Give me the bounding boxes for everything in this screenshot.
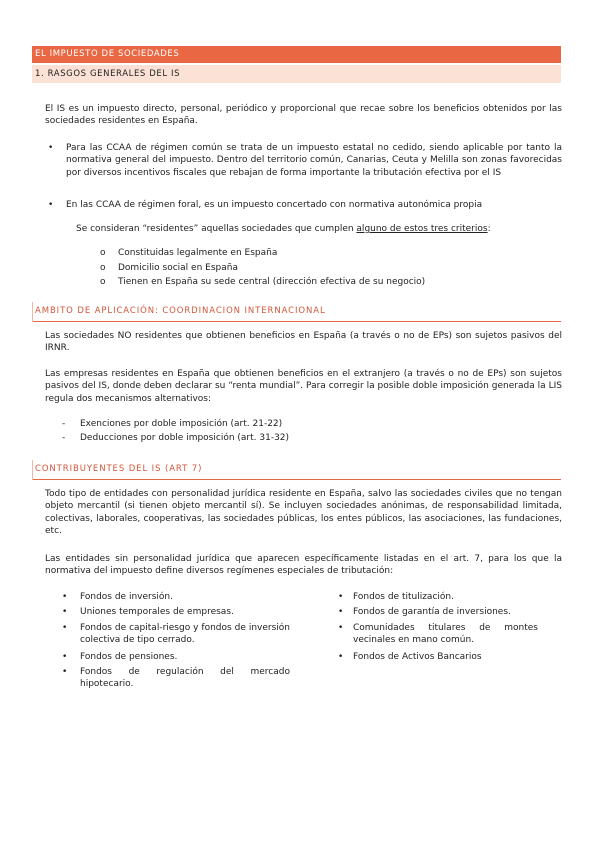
list-item-text: Fondos de pensiones.: [80, 652, 178, 662]
section-title: AMBITO DE APLICACIÓN: COORDINACION INTERNACIONAL: [35, 306, 326, 316]
subtitle: 1. RASGOS GENERALES DEL IS: [35, 69, 181, 79]
subtitle-banner: [32, 65, 561, 83]
circle-marker: o: [100, 277, 106, 287]
bullet-marker: •: [62, 667, 68, 677]
list-item-text: Tienen en España su sede central (dirección efectiva de su negocio): [118, 277, 426, 287]
bullet-marker: •: [48, 143, 54, 153]
residentes-text: Se consideran “residentes” aquellas sociedades que cumplen: [76, 224, 357, 234]
section-heading-contribuyentes: [32, 464, 561, 480]
ambito-paragraph-1: Las sociedades NO residentes que obtienen beneficios en España (a través o no de EPs) son sujetos pasivos del IRNR.: [45, 331, 562, 354]
dash-marker: -: [62, 433, 66, 443]
list-item-text: Domicilio social en España: [118, 263, 238, 273]
contribuyentes-paragraph-1: Todo tipo de entidades con personalidad jurídica residente en España, salvo las sociedades civiles que no tengan objeto mercantil (si tienen objeto mercantil sí). Se incluyen sociedades anónimas, de responsabilidad limitada, colectivas, laborales, cooperativas, las sociedades públicas, los entes públicos, las asociaciones, las fundaciones, etc.: [45, 489, 562, 537]
bullet-marker: •: [338, 623, 344, 633]
list-item-text: Fondos de titulización.: [353, 592, 454, 602]
main-title-banner: [32, 46, 561, 63]
bullet-marker: •: [62, 592, 68, 602]
bullet-marker: •: [62, 652, 68, 662]
list-item-text: Deducciones por doble imposición (art. 31-32): [80, 433, 290, 443]
circle-marker: o: [100, 263, 106, 273]
residentes-paragraph: Se consideran “residentes” aquellas sociedades que cumplen alguno de estos tres criterios:: [76, 224, 491, 234]
dash-marker: -: [62, 419, 66, 429]
list-item-text: Para las CCAA de régimen común se trata de un impuesto estatal no cedido, siendo aplicable por tanto la normativa general del impuesto. Dentro del territorio común, Canarias, Ceuta y Melilla son zonas favorecidas por diversos incentivos fiscales que rebajan de forma importante la tributación efectiva por el IS: [66, 143, 562, 178]
bullet-marker: •: [62, 623, 68, 633]
list-item-text: Fondos de Activos Bancarios: [353, 652, 482, 662]
list-item-text: Uniones temporales de empresas.: [80, 607, 234, 617]
bullet-marker: •: [338, 592, 344, 602]
bullet-marker: •: [338, 607, 344, 617]
section-title: CONTRIBUYENTES DEL IS (ART 7): [35, 464, 203, 474]
list-item-text: En las CCAA de régimen foral, es un impuesto concertado con normativa autonómica propia: [66, 200, 483, 210]
list-item-text: Constituidas legalmente en España: [118, 248, 278, 258]
list-item-text: Fondos de regulación del mercado hipotecario.: [80, 667, 290, 690]
bullet-marker: •: [338, 652, 344, 662]
main-title: EL IMPUESTO DE SOCIEDADES: [35, 49, 180, 59]
intro-paragraph: El IS es un impuesto directo, personal, periódico y proporcional que recae sobre los beneficios obtenidos por las sociedades residentes en España.: [45, 104, 562, 127]
list-item-text: Exenciones por doble imposición (art. 21-22): [80, 419, 283, 429]
list-item-text: Fondos de garantía de inversiones.: [353, 607, 511, 617]
circle-marker: o: [100, 248, 106, 258]
residentes-criteria-link: alguno de estos tres criterios: [356, 224, 488, 234]
bullet-marker: •: [62, 607, 68, 617]
section-heading-ambito: [32, 306, 561, 322]
ambito-paragraph-2: Las empresas residentes en España que obtienen beneficios en el extranjero (a través o no de EPs) son sujetos pasivos del IS, donde deben declarar su “renta mundial”. Para corregir la posible doble imposición generada la LIS regula dos mecanismos alternativos:: [45, 369, 562, 404]
list-item-text: Comunidades titulares de montes vecinales en mano común.: [353, 623, 538, 646]
list-item-text: Fondos de capital-riesgo y fondos de inversión colectiva de tipo cerrado.: [80, 623, 290, 646]
bullet-marker: •: [48, 200, 54, 210]
list-item-text: Fondos de inversión.: [80, 592, 173, 602]
contribuyentes-paragraph-2: Las entidades sin personalidad jurídica que aparecen específicamente listadas en el art. 7, para los que la normativa del impuesto define diversos regímenes especiales de tributación:: [45, 554, 562, 577]
